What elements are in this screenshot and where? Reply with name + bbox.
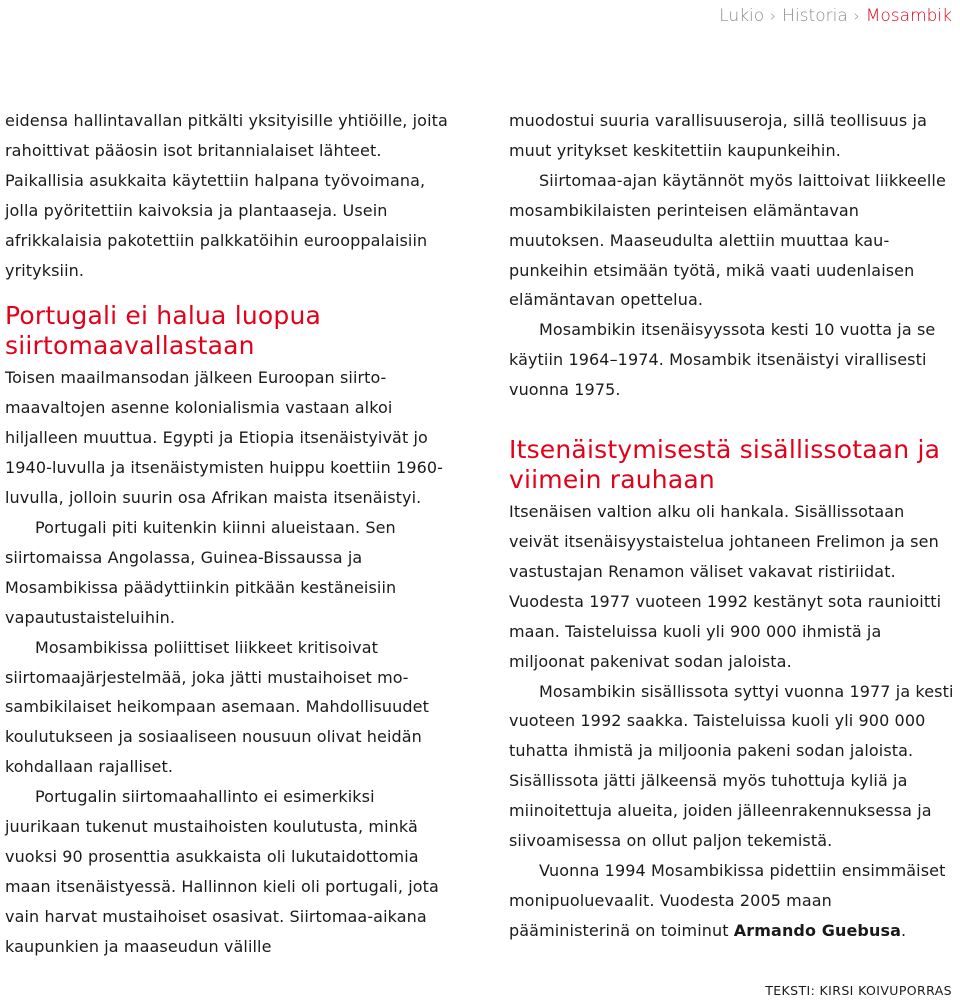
paragraph: Mosambikin itsenäisyyssota kesti 10 vuotta ja se käytiin 1964–1974. Mosambik itsenäistyi virallisesti vuonna 1975. — [509, 320, 936, 400]
chevron-right-icon: › — [770, 7, 777, 25]
breadcrumb-item-historia[interactable]: Historia — [782, 6, 848, 26]
paragraph-text: Vuonna 1994 Mosambikissa pidettiin ensimmäiset monipuoluevaalit. Vuodesta 2005 maan pääministerinä on toiminut — [509, 860, 946, 940]
section-heading: Portugali ei halua luopua siirtomaavallastaan — [5, 301, 322, 361]
paragraph: Mosambikissa poliittiset liikkeet kritisoivat siirtomaajärjestelmää, joka jätti mustaihoiset mosambikilaiset heikompaan asemaan. Mahdollisuudet koulutukseen ja sosiaaliseen nousuun olivat heidän kohdallaan rajalliset. — [5, 637, 429, 777]
section-heading: Itsenäistymisestä sisällissotaan ja viimein rauhaan — [509, 435, 941, 495]
breadcrumb — [719, 6, 952, 26]
breadcrumb-item-lukio[interactable]: Lukio — [719, 6, 765, 26]
article-column-left — [5, 106, 450, 962]
article-column-right — [509, 106, 954, 946]
paragraph: Portugalin siirtomaahallinto ei esimerkiksi juurikaan tukenut mustaihoisten koulutusta, minkä vuoksi 90 prosenttia asukkaista oli lukutaidottomia maan itsenäistyessä. Hallinnon kieli oli portugali, jota vain harvat mustaihoiset osasivat. Siirtomaa-aikana kaupunkien ja maaseudun välille — [5, 787, 439, 956]
paragraph — [509, 856, 954, 946]
paragraph: muodostui suuria varallisuuseroja, sillä teollisuus ja muut yritykset keskitettiin kaupunkeihin. — [509, 111, 927, 160]
paragraph: eidensa hallintavallan pitkälti yksityisille yhtiöille, joita rahoittivat pääosin isot britannialaiset lähteet. Paikallisia asukkaita käytettiin halpana työvoimana, jolla pyöritettiin kaivoksia ja plantaaseja. Usein afrikkalaisia pakotettiin palkkatöihin eurooppalaisiin yrityksiin. — [5, 111, 448, 280]
paragraph: Siirtomaa-ajan käytännöt myös laittoivat liikkeelle mosambikilaisten perinteisen elämäntavan muutoksen. Maaseudulta alettiin muuttaa kaupunkeihin etsimään työtä, mikä vaati uudenlaisen elämäntavan opettelua. — [509, 170, 946, 310]
author-credit: TEKSTI: KIRSI KOIVUPORRAS — [765, 983, 952, 998]
breadcrumb-item-current: Mosambik — [865, 6, 952, 26]
paragraph: Toisen maailmansodan jälkeen Euroopan siirtomaavaltojen asenne kolonialismia vastaan alkoi hiljalleen muuttua. Egypti ja Etiopia itsenäistyivät jo 1940-luvulla ja itsenäistymisten huippu koettiin 1960-luvulla, jolloin suurin osa Afrikan maista itsenäistyi. — [5, 368, 444, 508]
paragraph: Mosambikin sisällissota syttyi vuonna 1977 ja kesti vuoteen 1992 saakka. Taisteluissa kuoli yli 900 000 tuhatta ihmistä ja miljoonia pakeni sodan jaloista. Sisällissota jätti jälkeensä myös tuhottuja kyliä ja miinoitettuja alueita, joiden jälleenrakennuksessa ja siivoamisessa on ollut paljon tekemistä. — [509, 681, 954, 851]
chevron-right-icon: › — [853, 7, 860, 25]
paragraph-end: . — [900, 920, 907, 940]
person-name: Armando Guebusa — [733, 920, 901, 940]
paragraph: Itsenäisen valtion alku oli hankala. Sisällissotaan veivät itsenäisyystaistelua johtaneen Frelimon ja sen vastustajan Renamon väliset vakavat ristiriidat. Vuodesta 1977 vuoteen 1992 kestänyt sota raunioitti maan. Taisteluissa kuoli yli 900 000 ihmistä ja miljoonat pakenivat sodan jaloista. — [509, 502, 942, 671]
paragraph: Portugali piti kuitenkin kiinni alueistaan. Sen siirtomaissa Angolassa, Guinea-Bissaussa ja Mosambikissa päädyttiinkin pitkään kestäneisiin vapautustaisteluihin. — [5, 517, 397, 627]
